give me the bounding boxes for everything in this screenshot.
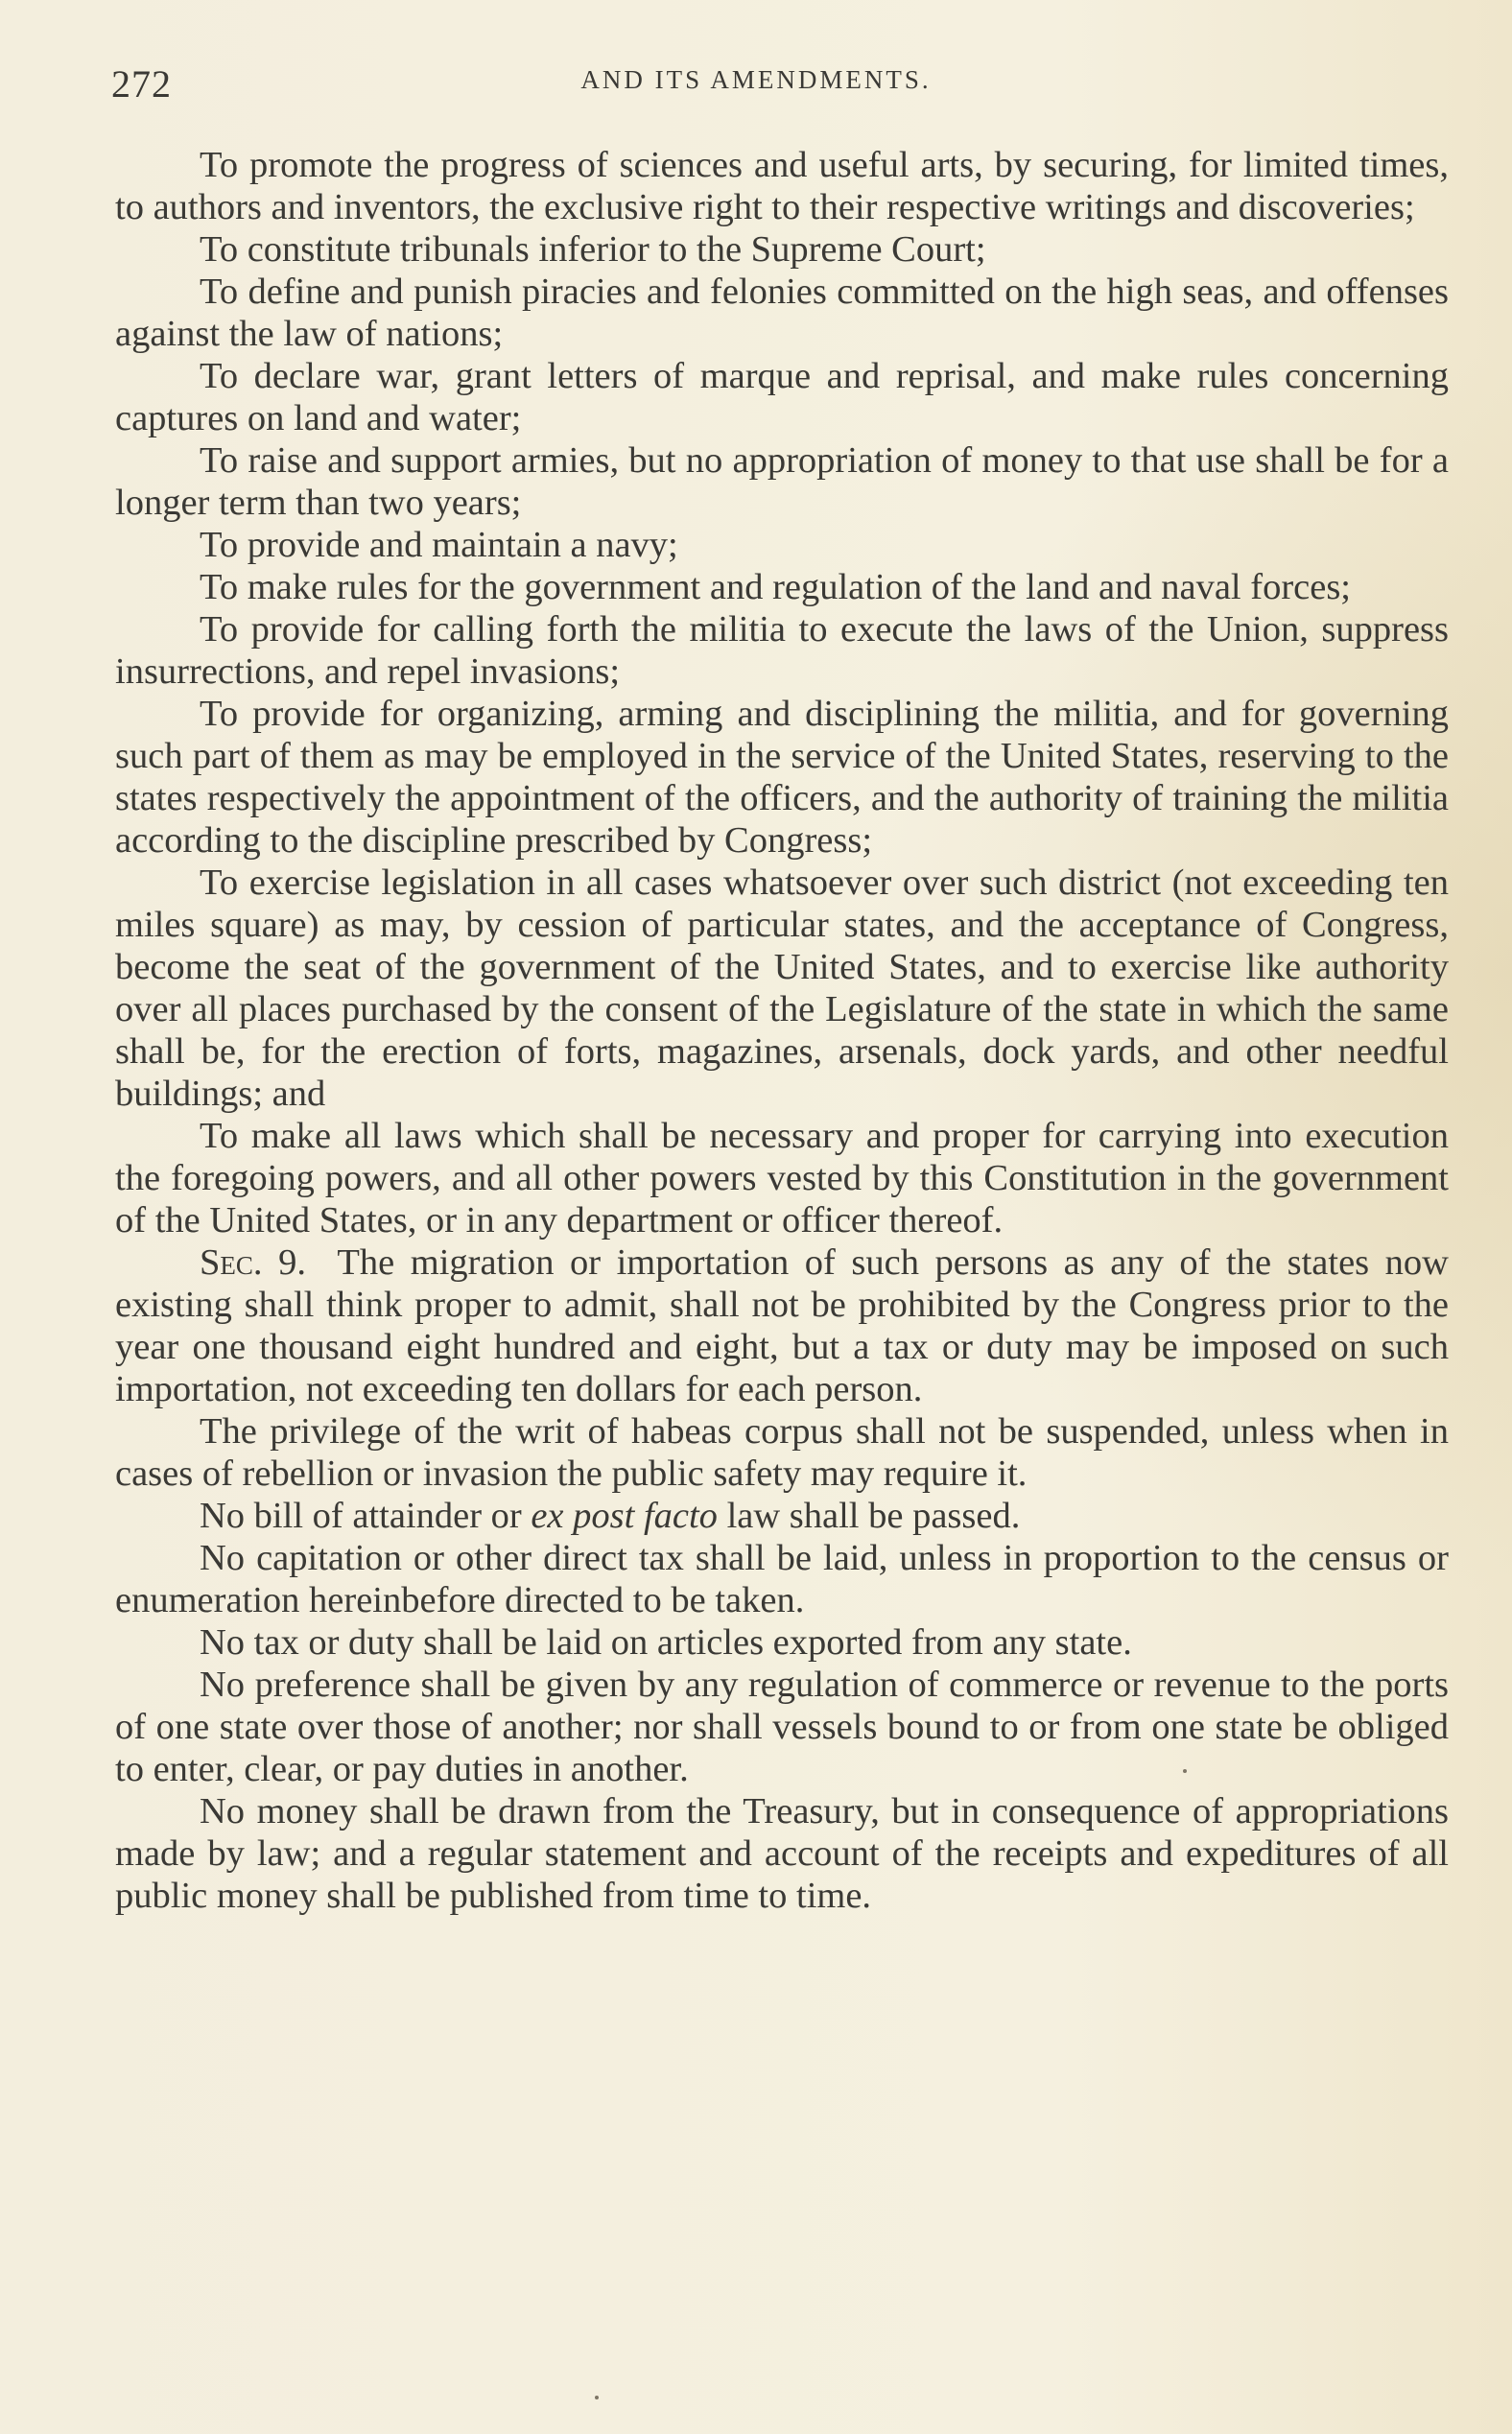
paper-speck <box>595 2396 599 2399</box>
attainder-text-after: law shall be passed. <box>717 1496 1021 1536</box>
paper-speck <box>1183 1769 1187 1773</box>
paragraph-armies: To raise and support armies, but no appropriation of money to that use shall be for a longer term than two years; <box>115 440 1449 523</box>
paragraph-piracies: To define and punish piracies and felonies committed on the high seas, and offenses against the law of nations; <box>115 272 1449 354</box>
paragraph-navy: To provide and maintain a navy; <box>200 525 678 565</box>
paragraph-capitation-tax: No capitation or other direct tax shall be laid, unless in proportion to the census or enumeration hereinbefore directed to be taken. <box>115 1538 1449 1620</box>
paragraph-copyright: To promote the progress of sciences and useful arts, by securing, for limited times, to authors and inventors, the exclusive right to their respective writings and discoveries; <box>115 145 1449 227</box>
paragraph-commerce-preference: No preference shall be given by any regulation of commerce or revenue to the ports of one state over those of another; nor shall vessels bound to or from one state be obliged to enter, clear, or pay duties in another. <box>115 1665 1449 1789</box>
attainder-text-before: No bill of attainder or <box>200 1496 532 1536</box>
paragraph-export-tax: No tax or duty shall be laid on articles exported from any state. <box>200 1622 1132 1663</box>
paragraph-section-9 <box>115 1241 1449 1410</box>
attainder-italic-phrase: ex post facto <box>531 1496 718 1536</box>
section-label: Sec. 9. <box>200 1242 306 1283</box>
paragraph-declare-war: To declare war, grant letters of marque and reprisal, and make rules concerning captures on land and water; <box>115 356 1449 438</box>
paragraph-tribunals: To constitute tribunals inferior to the Supreme Court; <box>200 229 986 270</box>
paragraph-district-legislation: To exercise legislation in all cases whatsoever over such district (not exceeding ten miles square) as may, by cession of particular states, and the acceptance of Congress, become the seat of the government of the United States, and to exercise like authority over all places purchased by the consent of the Legislature of the state in which the same shall be, for the erection of forts, magazines, arsenals, dock yards, and other needful buildings; and <box>115 863 1449 1114</box>
running-head: AND ITS AMENDMENTS. <box>580 65 932 94</box>
paragraph-organizing-militia: To provide for organizing, arming and disciplining the militia, and for governing such part of them as may be employed in the service of the United States, reserving to the states respectively the appointment of the officers, and the authority of training the militia according to the discipline prescribed by Congress; <box>115 694 1449 861</box>
section-9-text: The migration or importation of such persons as any of the states now existing shall think proper to admit, shall not be prohibited by the Congress prior to the year one thousand eight hundred and eight, but a tax or duty may be imposed on such importation, not exceeding ten dollars for each person. <box>115 1242 1449 1409</box>
paragraph-military-rules: To make rules for the government and regulation of the land and naval forces; <box>200 567 1352 607</box>
page-number: 272 <box>111 62 172 106</box>
paragraph-habeas-corpus: The privilege of the writ of habeas corpus shall not be suspended, unless when in cases of rebellion or invasion the public safety may require it. <box>115 1411 1449 1494</box>
paragraph-attainder <box>115 1495 1449 1537</box>
paragraph-calling-militia: To provide for calling forth the militia to execute the laws of the Union, suppress insurrections, and repel invasions; <box>115 609 1449 692</box>
page-body <box>115 144 1449 1917</box>
paragraph-necessary-and-proper: To make all laws which shall be necessary and proper for carrying into execution the foregoing powers, and all other powers vested by this Constitution in the government of the United States, or in any department or officer thereof. <box>115 1116 1449 1241</box>
paragraph-treasury: No money shall be drawn from the Treasury, but in consequence of appropriations made by law; and a regular statement and account of the receipts and expeditures of all public money shall be published from time to time. <box>115 1791 1449 1916</box>
